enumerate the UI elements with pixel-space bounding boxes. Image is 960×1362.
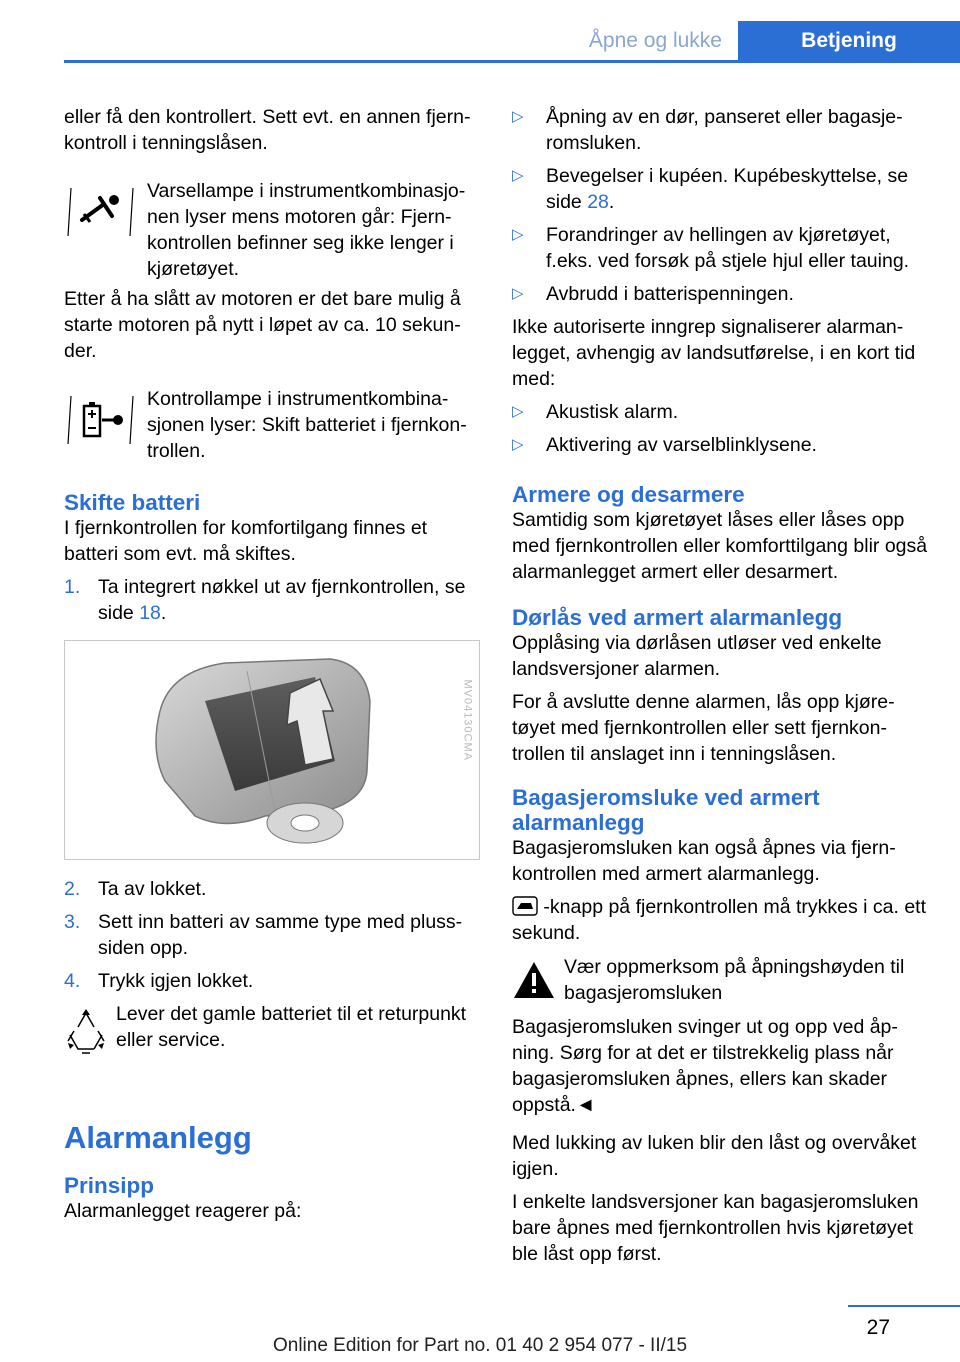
page-link-18[interactable]: 18 [139,602,161,624]
bullet-text: Åpning av en dør, panseret eller bagasjeromsluken. [546,106,903,154]
triangle-bullet-icon: ▷ [512,108,524,125]
bullet-text: Bevegelser i kupéen. Kupébeskyttelse, se side [546,165,909,213]
battery-key-icon [64,392,136,448]
header-rule [64,60,960,63]
triangle-bullet-icon: ▷ [512,167,524,184]
bullet-text: Forandringer av hellingen av kjøretøyet, f.eks. ved forsøk på stjele hjul eller tauing. [546,224,910,272]
triangle-bullet-icon: ▷ [512,403,524,420]
alarm-signals-list [512,399,928,458]
step-end: . [160,602,167,624]
caution-note [512,954,928,1010]
remote-key-illustration [65,641,479,859]
list-item [512,222,928,274]
step-text: Trykk igjen lokket. [98,970,254,992]
triangle-bullet-icon: ▷ [512,436,524,453]
right-column [512,104,928,1274]
step-number: 3. [64,911,81,933]
list-item [64,909,480,961]
header-section-title: Åpne og lukke [588,29,722,52]
skifte-intro: I fjernkontrollen for komfortilgang finnes et batteri som evt. må skiftes. [64,517,428,565]
heading-alarmanlegg: Alarmanlegg [64,1120,252,1155]
unauthorized-paragraph: Ikke autoriserte inngrep signaliserer alarmanlegget, avhengig av landsutførelse, i en kort tid med: [512,316,916,390]
header-chapter-tab: Betjening [738,21,960,61]
recycle-note [64,1001,480,1079]
page-link-28[interactable]: 28 [587,191,609,213]
heading-prinsipp: Prinsipp [64,1173,155,1198]
recycle-note-text: Lever det gamle batteriet til et returpunkt eller service. [116,1003,467,1051]
restart-paragraph: Etter å ha slått av motoren er det bare mulig å starte motoren på nytt i løpet av ca. 10 sekunder. [64,288,461,362]
svinger-paragraph: Bagasjeromsluken svinger ut og opp ved åpning. Sørg for at det er tilstrekkelig plass når bagasjeromsluken åpnes, ellers kan skader oppstå.◄ [512,1016,898,1116]
footer-edition: Online Edition for Part no. 01 40 2 954 077 - II/15 [272,1335,688,1356]
bagasje-paragraph: Bagasjeromsluken kan også åpnes via fjernkontrollen med armert alarmanlegg. [512,837,896,885]
key-crossed-warning-icon [64,184,136,240]
step-number: 2. [64,878,81,900]
warning-note-battery [64,386,480,464]
step-number: 1. [64,576,81,598]
warning-note-remote [64,178,480,282]
step-text: Ta av lokket. [98,878,207,900]
list-item [512,104,928,156]
step-text: Ta integrert nøkkel ut av fjernkontrollen, se side [98,576,466,624]
triangle-bullet-icon: ▷ [512,226,524,243]
heading-bagasjeromsluke: Bagasjeromsluke ved armert alarmanlegg [512,785,820,835]
warning-note-remote-text: Varsellampe i instrumentkombinasjonen lyser mens motoren går: Fjernkontrollen befinner seg ikke lenger i kjøretøyet. [147,180,466,280]
list-item [64,968,480,994]
bullet-text: Akustisk alarm. [546,401,679,423]
heading-dorlas: Dørlås ved armert alarmanlegg [512,605,843,630]
warning-note-battery-text: Kontrollampe i instrumentkombinasjonen lyser: Skift batteriet i fjernkontrollen. [147,388,467,462]
list-item [512,432,928,458]
prinsipp-intro: Alarmanlegget reagerer på: [64,1200,302,1222]
heading-armere: Armere og desarmere [512,482,745,507]
warning-triangle-icon [512,960,556,1000]
footer-rule [848,1305,960,1307]
remote-key-photo [64,640,480,860]
dorlas-paragraph-1: Opplåsing via dørlåsen utløser ved enkelte landsversjoner alarmen. [512,632,882,680]
bullet-end: . [608,191,615,213]
triangle-bullet-icon: ▷ [512,285,524,302]
left-column [64,104,480,1231]
battery-steps-first [64,574,480,626]
step-text: Sett inn batteri av samme type med plusssiden opp. [98,911,463,959]
heading-skifte-batteri: Skifte batteri [64,490,201,515]
recycle-icon [64,1005,108,1059]
battery-steps-rest [64,876,480,994]
trunk-button-paragraph [512,894,928,946]
caution-title: Vær oppmerksom på åpningshøyden til bagasjeromsluken [564,956,905,1004]
list-item [512,281,928,307]
page-number: 27 [866,1316,890,1339]
bullet-text: Aktivering av varselblinklysene. [546,434,817,456]
armere-paragraph: Samtidig som kjøretøyet låses eller låses opp med fjernkontrollen eller komforttilgang blir også alarmanlegget armert eller desarmert. [512,509,928,583]
list-item [512,399,928,425]
trunk-button-icon [512,896,538,916]
trunk-button-text: -knapp på fjernkontrollen må trykkes i ca. ett sekund. [512,896,927,944]
bullet-text: Avbrudd i batterispenningen. [546,283,794,305]
lukking-paragraph: Med lukking av luken blir den låst og overvåket igjen. [512,1132,917,1180]
step-number: 4. [64,970,81,992]
alarm-triggers-list [512,104,928,307]
list-item [512,163,928,215]
list-item [64,574,480,626]
list-item [64,876,480,902]
photo-code: MV04130CMA [462,679,474,761]
dorlas-paragraph-2: For å avslutte denne alarmen, lås opp kjøretøyet med fjernkontrollen eller sett fjernkontrollen til anslaget inn i tenningslåsen. [512,691,895,765]
enkelte-paragraph: I enkelte landsversjoner kan bagasjeromsluken bare åpnes med fjernkontrollen hvis kjøretøyet ble låst opp først. [512,1191,919,1265]
intro-paragraph: eller få den kontrollert. Sett evt. en annen fjernkontroll i tenningslåsen. [64,106,471,154]
